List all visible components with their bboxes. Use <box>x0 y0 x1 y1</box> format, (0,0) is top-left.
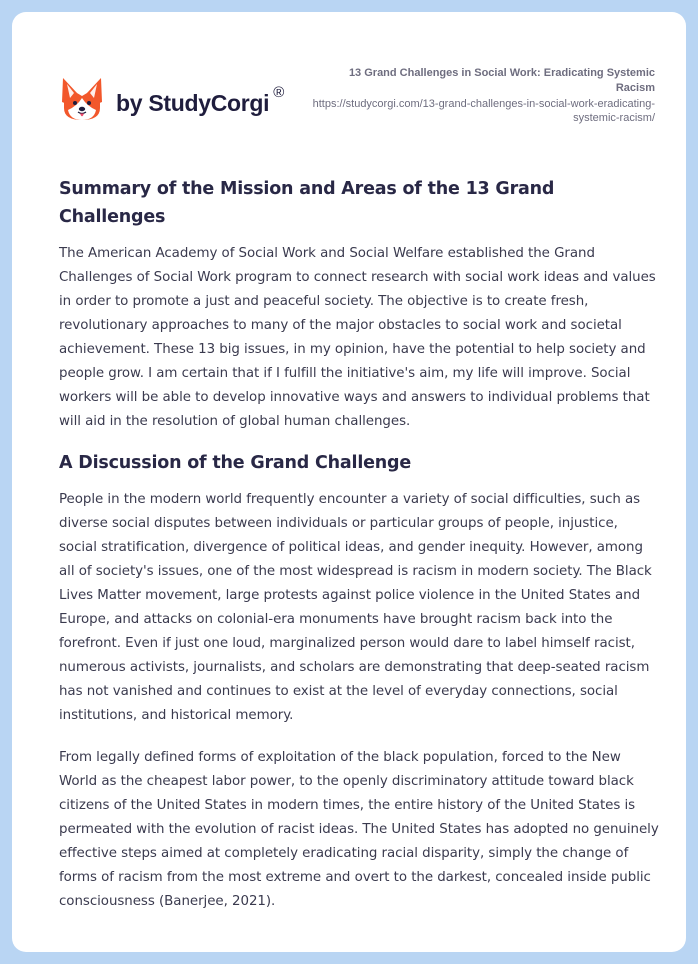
paragraph: From legally defined forms of exploitation of the black population, forced to the New World as the cheapest labor power, to the openly discriminatory attitude toward black citizens of the United States in modern times, the entire history of the United States is permeated with the evolution of racist ideas. The United States has adopted no genuinely effective steps aimed at completely eradicating racial disparity, simply the change of forms of racism from the most extreme and overt to the darkest, concealed inside public consciousness (Banerjee, 2021). <box>59 750 659 909</box>
article-content <box>59 174 659 914</box>
section-discussion <box>59 449 659 914</box>
section-heading: A Discussion of the Grand Challenge <box>59 453 412 473</box>
paragraph: The American Academy of Social Work and Social Welfare established the Grand Challenges of Social Work program to connect research with social work ideas and values in order to promote a just and peaceful society. The objective is to create fresh, revolutionary approaches to many of the major obstacles to social work and societal achievement. These 13 big issues, in my opinion, have the potential to help society and people grow. I am certain that if I fulfill the initiative's aim, my life will improve. Social workers will be able to develop innovative ways and answers to individual problems that will aid in the resolution of global human challenges. <box>59 246 656 429</box>
page-header <box>12 12 686 152</box>
section-heading: Summary of the Mission and Areas of the 13 Grand Challenges <box>59 179 555 227</box>
section-summary <box>59 175 659 434</box>
studycorgi-logo[interactable] <box>60 76 284 122</box>
corgi-icon <box>60 76 104 122</box>
document-meta <box>310 66 655 125</box>
document-url[interactable]: https://studycorgi.com/13-grand-challenges-in-social-work-eradicating-systemic-racism/ <box>312 98 655 124</box>
paragraph: People in the modern world frequently encounter a variety of social difficulties, such as diverse social disputes between individuals or particular groups of people, injustice, social stratification, divergence of political ideas, and gender inequity. However, among all of society's issues, one of the most widespread is racism in modern society. The Black Lives Matter movement, large protests against police violence in the United States and Europe, and attacks on colonial-era monuments have brought racism back into the forefront. Even if just one loud, marginalized person would dare to label himself racist, numerous activists, journalists, and scholars are demonstrating that deep-seated racism has not vanished and continues to exist at the level of everyday connections, social institutions, and historical memory. <box>59 492 652 723</box>
document-title: 13 Grand Challenges in Social Work: Eradicating Systemic Racism <box>348 67 655 94</box>
brand-name: by StudyCorgi <box>116 89 270 116</box>
registered-mark: ® <box>273 83 285 101</box>
document-card <box>12 12 686 952</box>
